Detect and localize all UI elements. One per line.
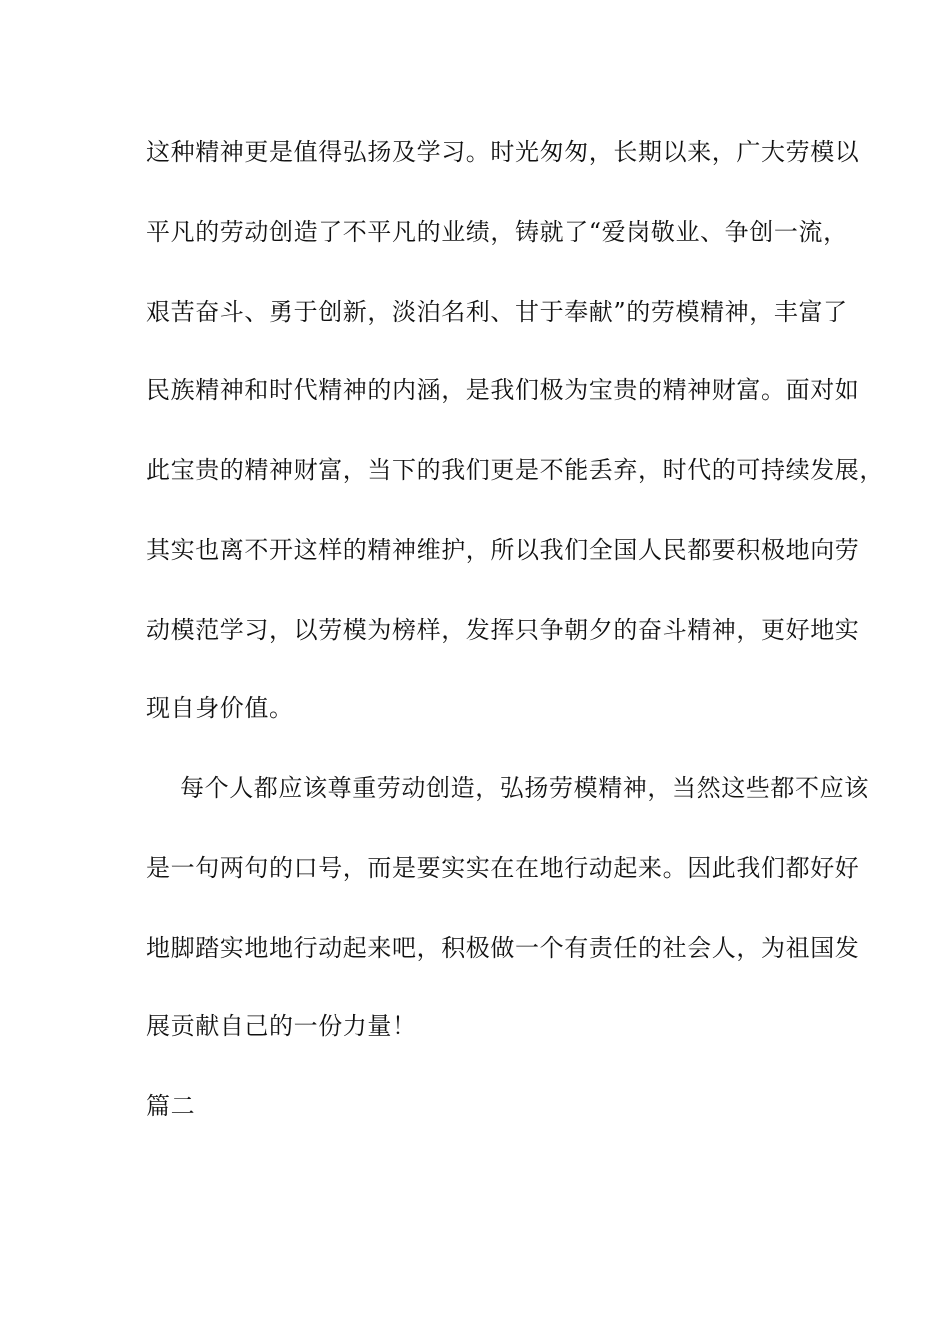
text-line: 这种精神更是值得弘扬及学习。时光匆匆，长期以来，广大劳模以: [146, 138, 860, 166]
text-line: 每个人都应该尊重劳动创造，弘扬劳模精神，当然这些都不应该: [180, 774, 869, 802]
section-heading: 篇二: [146, 1092, 196, 1120]
text-line: 展贡献自己的一份力量！: [146, 1012, 417, 1040]
text-line: 现自身价值。: [146, 694, 294, 722]
text-line: 民族精神和时代精神的内涵，是我们极为宝贵的精神财富。面对如: [146, 376, 860, 404]
text-line: 此宝贵的精神财富，当下的我们更是不能丢弃，时代的可持续发展，: [146, 456, 884, 484]
text-line: 平凡的劳动创造了不平凡的业绩，铸就了“爱岗敬业、争创一流，: [146, 218, 848, 246]
text-line: 艰苦奋斗、勇于创新，淡泊名利、甘于奉献”的劳模精神，丰富了: [146, 298, 848, 326]
text-line: 是一句两句的口号，而是要实实在在地行动起来。因此我们都好好: [146, 854, 860, 882]
text-line: 其实也离不开这样的精神维护，所以我们全国人民都要积极地向劳: [146, 536, 860, 564]
text-line: 动模范学习，以劳模为榜样，发挥只争朝夕的奋斗精神，更好地实: [146, 616, 860, 644]
text-line: 地脚踏实地地行动起来吧，积极做一个有责任的社会人，为祖国发: [146, 934, 860, 962]
